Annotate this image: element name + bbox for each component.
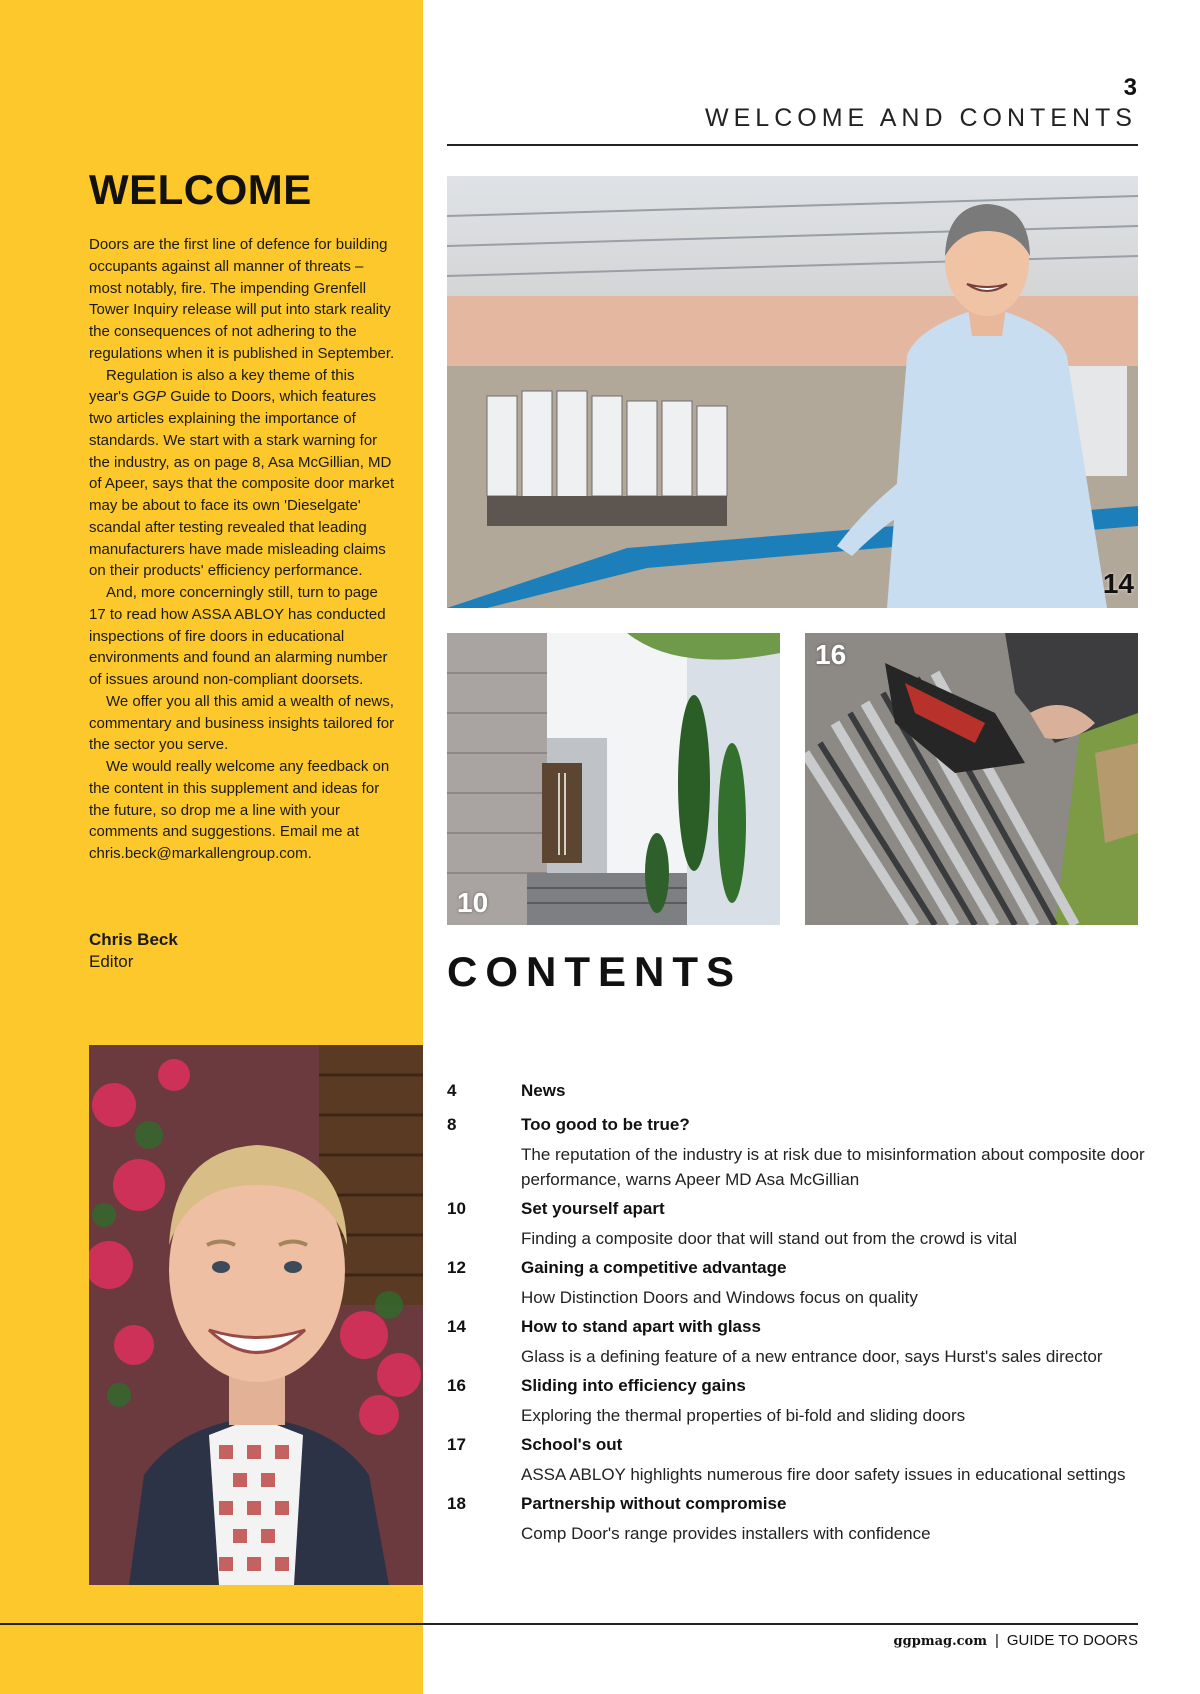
page-number: 3: [1123, 74, 1137, 101]
photo-page-badge-14: 14: [1102, 568, 1134, 599]
welcome-paragraph-2-end: Guide to Doors, which features two articles explaining the importance of standards. We start with a stark warning for the industry, as on page 8, Asa McGillian, MD of Apeer, says that the composite door market may be about to face its own 'Dieselgate' scandal after testing revealed that leading manufacturers have made misleading claims on their products' efficiency performance.: [89, 388, 395, 580]
factory-feature-photo: [447, 176, 1138, 608]
toc-title[interactable]: School's out: [521, 1435, 623, 1454]
footer-publication: GUIDE TO DOORS: [1006, 1632, 1138, 1649]
toc-description: ASSA ABLOY highlights numerous fire door safety issues in educational settings: [521, 1465, 1126, 1484]
toc-entry[interactable]: [447, 1317, 1147, 1369]
photo-page-badge-16: 16: [815, 639, 847, 670]
contents-heading: CONTENTS: [447, 948, 742, 995]
welcome-paragraph-3: And, more concerningly still, turn to page 17 to read how ASSA ABLOY has conducted inspections of fire doors in educational environments and found an alarming number of issues around non-compliant doorsets.: [89, 584, 388, 688]
toc-page-number: 10: [447, 1199, 466, 1218]
toc-page-number: 4: [447, 1081, 457, 1100]
section-title: WELCOME AND CONTENTS: [705, 104, 1137, 132]
photo-page-badge-10: 10: [457, 887, 489, 918]
welcome-paragraph-2-start: Regulation is also a key theme of this year's: [89, 366, 355, 406]
toc-description: The reputation of the industry is at risk due to misinformation about composite door performance, warns Apeer MD Asa McGillian: [521, 1145, 1145, 1189]
toc-description: Comp Door's range provides installers with confidence: [521, 1524, 931, 1543]
publication-name-italic: GGP: [132, 388, 167, 406]
toc-entry[interactable]: [447, 1081, 1147, 1108]
toc-title[interactable]: Too good to be true?: [521, 1115, 690, 1134]
welcome-body: [89, 234, 395, 865]
footer-site-link[interactable]: ggpmag.com: [893, 1634, 987, 1649]
toc-title[interactable]: News: [521, 1081, 566, 1100]
toc-page-number: 18: [447, 1494, 466, 1513]
welcome-paragraph-1: Doors are the first line of defence for building occupants against all manner of threats – most notably, fire. The impending Grenfell Tower Inquiry release will put into stark reality the consequences of not adhering to the regulations when it is published in September.: [89, 236, 395, 362]
welcome-paragraph-5: We would really welcome any feedback on the content in this supplement and ideas for the future, so drop me a line with your comments and suggestions. Email me at chris.beck@markallengroup.com.: [89, 758, 390, 862]
welcome-paragraph-2: [89, 365, 395, 583]
sliding-door-track-photo: [805, 633, 1138, 925]
toc-page-number: 14: [447, 1317, 466, 1336]
toc-page-number: 17: [447, 1435, 466, 1454]
toc-description: Finding a composite door that will stand out from the crowd is vital: [521, 1229, 1018, 1248]
editor-portrait-illustration: [89, 1045, 423, 1585]
footer-divider: [0, 1623, 1138, 1625]
toc-title[interactable]: Set yourself apart: [521, 1199, 665, 1218]
sliding-door-track-illustration: [805, 633, 1138, 925]
toc-title[interactable]: Partnership without compromise: [521, 1494, 787, 1513]
welcome-paragraph-4: We offer you all this amid a wealth of news, commentary and business insights tailored for the sector you serve.: [89, 692, 395, 754]
toc-entry[interactable]: [447, 1376, 1147, 1428]
welcome-heading: WELCOME: [89, 166, 312, 213]
composite-door-illustration: [447, 633, 780, 925]
editor-role: Editor: [89, 952, 134, 971]
toc-entry[interactable]: [447, 1115, 1147, 1192]
toc-entry[interactable]: [447, 1494, 1147, 1546]
editor-portrait-photo: [89, 1045, 423, 1585]
toc-page-number: 8: [447, 1115, 457, 1134]
footer-separator: |: [994, 1632, 999, 1649]
factory-feature-illustration: [447, 176, 1138, 608]
toc-description: Exploring the thermal properties of bi-fold and sliding doors: [521, 1406, 966, 1425]
table-of-contents: [447, 1081, 1147, 1553]
composite-door-photo: [447, 633, 780, 925]
toc-description: Glass is a defining feature of a new entrance door, says Hurst's sales director: [521, 1347, 1103, 1366]
toc-page-number: 12: [447, 1258, 466, 1277]
toc-title[interactable]: How to stand apart with glass: [521, 1317, 761, 1336]
toc-entry[interactable]: [447, 1199, 1147, 1251]
editor-name: Chris Beck: [89, 930, 178, 949]
toc-entry[interactable]: [447, 1435, 1147, 1487]
toc-description: How Distinction Doors and Windows focus on quality: [521, 1288, 918, 1307]
toc-entry[interactable]: [447, 1258, 1147, 1310]
footer: [894, 1632, 1138, 1649]
toc-title[interactable]: Sliding into efficiency gains: [521, 1376, 746, 1395]
toc-title[interactable]: Gaining a competitive advantage: [521, 1258, 787, 1277]
header-divider: [447, 144, 1138, 146]
toc-page-number: 16: [447, 1376, 466, 1395]
